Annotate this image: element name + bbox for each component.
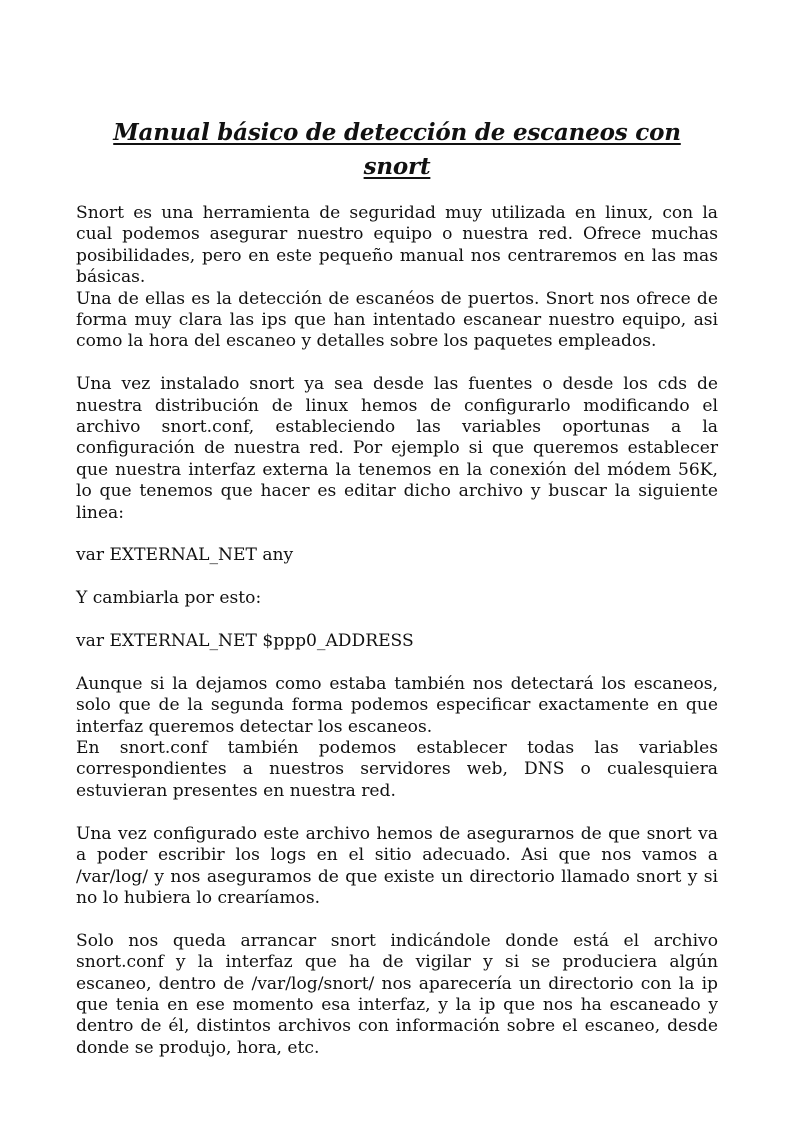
paragraph-spacer: [76, 524, 718, 545]
paragraph-configuration: Una vez instalado snort ya sea desde las fuentes o desde los cds de nuestra distribución de linux hemos de configurarlo modificando el archivo snort.conf, estableciendo las variables oportunas a la configuración de nuestra red. Por ejemplo si que queremos establecer que nuestra interfaz externa la tenemos en la conexión del módem 56K, lo que tenemos que hacer es editar dicho archivo y buscar la siguiente linea:: [76, 374, 718, 523]
paragraph-intro: Snort es una herramienta de seguridad muy utilizada en linux, con la cual podemos asegurar nuestro equipo o nuestra red. Ofrece muchas posibilidades, pero en este pequeño manual nos centraremos en las mas básicas.: [76, 203, 718, 288]
paragraph-run-snort: Solo nos queda arrancar snort indicándole donde está el archivo snort.conf y la interfaz que ha de vigilar y si se produciera algún escaneo, dentro de /var/log/snort/ nos aparecería un directorio con la ip que tenia en ese momento esa interfaz, y la ip que nos ha escaneado y dentro de él, distintos archivos con información sobre el escaneo, desde donde se produjo, hora, etc.: [76, 930, 718, 1058]
paragraph-server-variables: En snort.conf también podemos establecer todas las variables correspondientes a nuestros servidores web, DNS o cualesquiera estuvieran presentes en nuestra red.: [76, 738, 718, 801]
config-line-modified: var EXTERNAL_NET $ppp0_ADDRESS: [76, 631, 414, 652]
paragraph-change-instruction: Y cambiarla por esto:: [76, 588, 262, 609]
config-line-original: var EXTERNAL_NET any: [76, 545, 294, 566]
paragraph-port-scan: Una de ellas es la detección de escanéos de puertos. Snort nos ofrece de forma muy clara las ips que han intentado escanear nuestro equipo, asi como la hora del escaneo y detalles sobre los paquetes empleados.: [76, 288, 718, 352]
paragraph-interface-note: Aunque si la dejamos como estaba también nos detectará los escaneos, solo que de la segunda forma podemos especificar exactamente en que interfaz queremos detectar los escaneos.: [76, 673, 718, 737]
paragraph-spacer: [76, 652, 718, 673]
paragraph-spacer: [76, 909, 718, 930]
document-page: [76, 116, 718, 1059]
paragraph-log-directory: Una vez configurado este archivo hemos de asegurarnos de que snort va a poder escribir los logs en el sitio adecuado. Asi que nos vamos a /var/log/ y nos aseguramos de que existe un directorio llamado snort y si no lo hubiera lo crearíamos.: [76, 823, 718, 908]
paragraph-spacer: [76, 567, 718, 588]
paragraph-spacer: [76, 353, 718, 374]
paragraph-spacer: [76, 610, 718, 631]
document-title: Manual básico de detección de escaneos con snort: [113, 119, 681, 180]
paragraph-spacer: [76, 802, 718, 823]
